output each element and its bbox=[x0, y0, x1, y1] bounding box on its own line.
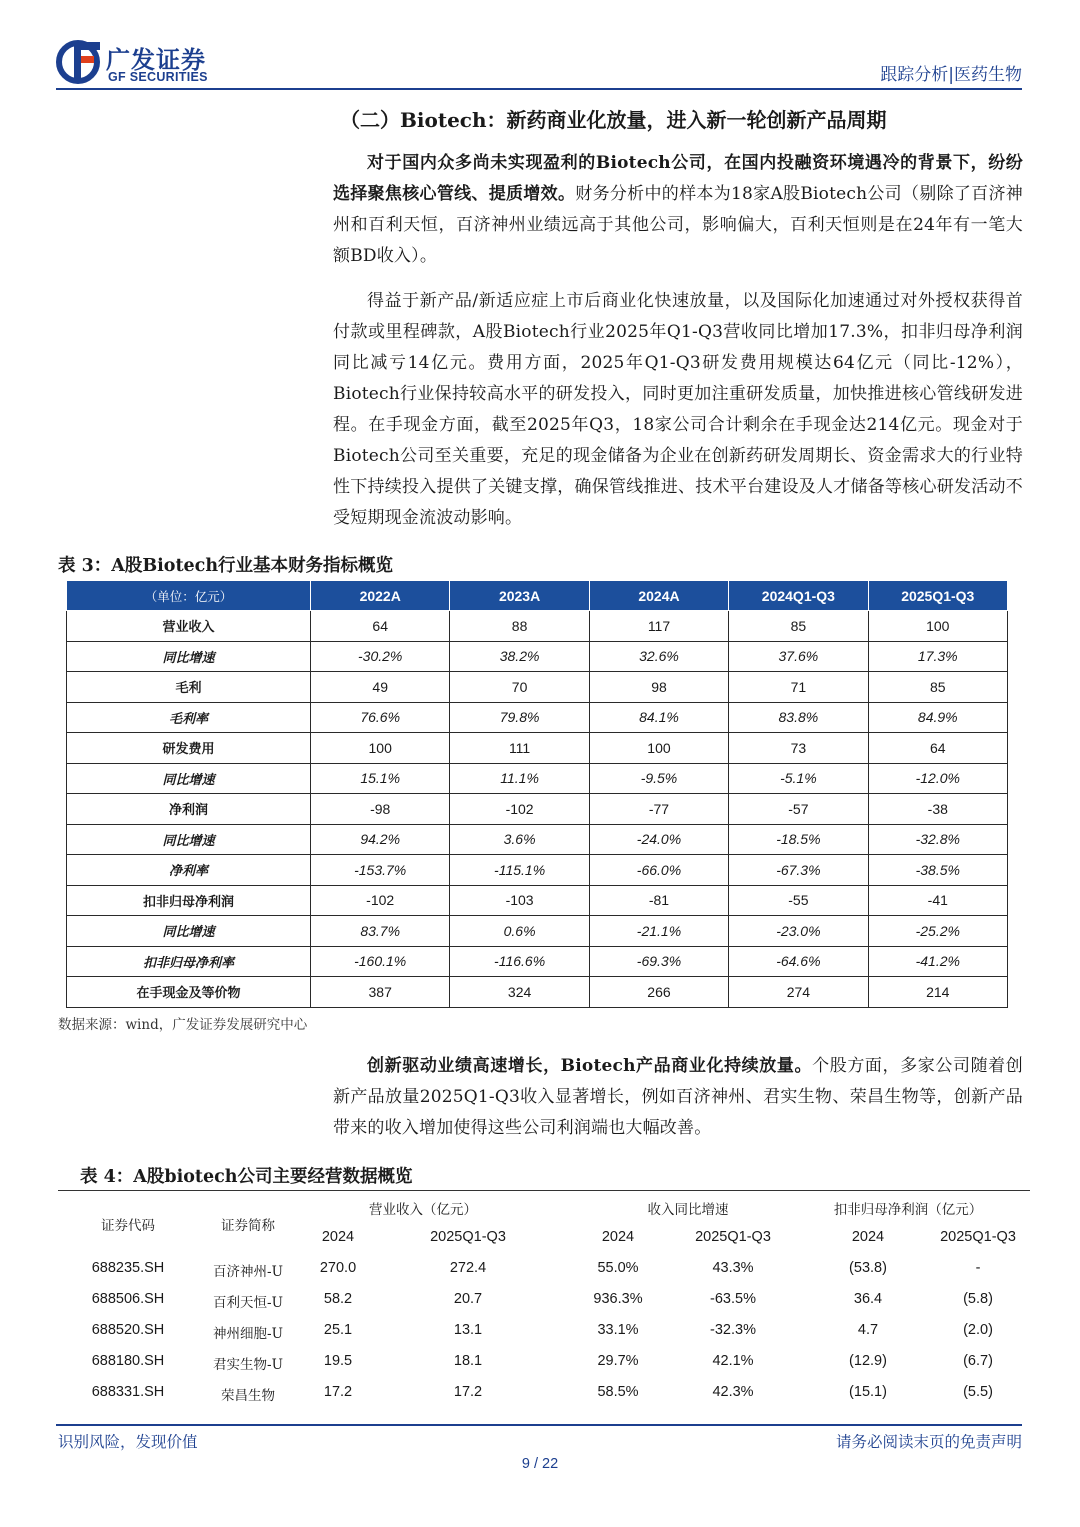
table-3-cell: 266 bbox=[589, 977, 728, 1008]
table-3-cell: -66.0% bbox=[589, 855, 728, 886]
table-4-cell: (53.8) bbox=[849, 1260, 887, 1276]
table-row bbox=[67, 885, 1008, 916]
table-3-cell: 94.2% bbox=[311, 824, 450, 855]
table-3-cell: 0.6% bbox=[450, 916, 589, 947]
table-4-cell: 20.7 bbox=[453, 1291, 483, 1307]
table-4-name: 神州细胞-U bbox=[213, 1326, 283, 1342]
page-header bbox=[56, 38, 1022, 90]
table-row bbox=[67, 641, 1008, 672]
table-4-cell: 42.3% bbox=[712, 1384, 754, 1400]
table-3-cell: 64 bbox=[311, 611, 450, 642]
table-4-cell: 36.4 bbox=[853, 1291, 883, 1307]
table-3-cell: 387 bbox=[311, 977, 450, 1008]
table-3-row-label: 同比增速 bbox=[67, 641, 311, 672]
table-4-cell: 29.7% bbox=[597, 1353, 639, 1369]
table-3-cell: -12.0% bbox=[868, 763, 1007, 794]
table-3-cell: 71 bbox=[729, 672, 868, 703]
paragraph-2: 得益于新产品/新适应症上市后商业化快速放量，以及国际化加速通过对外授权获得首付款或里程碑款，A股Biotech行业2025年Q1-Q3营收同比增加17.3%，扣非归母净利润同比减亏14亿元。费用方面，2025年Q1-Q3研发费用规模达64亿元（同比-12%），Biotech行业保持较高水平的研发投入，同时更加注重研发质量，加快推进核心管线研发进程。在手现金方面，截至2025年Q3，18家公司合计剩余在手现金达214亿元。现金对于Biotech公司至关重要，充足的现金储备为企业在创新药研发周期长、资金需求大的行业特性下持续投入提供了关键支撑，确保管线推进、技术平台建设及人才储备等核心研发活动不受短期现金流波动影响。 bbox=[333, 291, 1023, 528]
table-4-cell: 17.2 bbox=[453, 1384, 483, 1400]
report-category: 跟踪分析|医药生物 bbox=[880, 65, 1022, 85]
table-4-subheader: 2025Q1-Q3 bbox=[695, 1229, 771, 1245]
table-3-cell: 11.1% bbox=[450, 763, 589, 794]
header-divider bbox=[56, 88, 1022, 90]
footer-disclaimer: 请务必阅读末页的免责声明 bbox=[835, 1433, 1022, 1451]
gf-logo-icon bbox=[56, 38, 102, 84]
table-3-row-label: 扣非归母净利率 bbox=[67, 946, 311, 977]
table-3-header-cell: 2025Q1-Q3 bbox=[868, 581, 1007, 611]
table-4-name: 君实生物-U bbox=[213, 1357, 283, 1373]
table-4-cell: (2.0) bbox=[963, 1322, 993, 1338]
table-3-cell: -9.5% bbox=[589, 763, 728, 794]
table-4-cell: (15.1) bbox=[849, 1384, 887, 1400]
table-3-cell: 85 bbox=[868, 672, 1007, 703]
table-3-cell: 38.2% bbox=[450, 641, 589, 672]
table-row bbox=[67, 977, 1008, 1008]
table-3-cell: -30.2% bbox=[311, 641, 450, 672]
table-3-header-cell: 2024Q1-Q3 bbox=[729, 581, 868, 611]
table-3-cell: -115.1% bbox=[450, 855, 589, 886]
table-3-header-row bbox=[67, 581, 1008, 611]
table-row bbox=[67, 946, 1008, 977]
table-4-header-name: 证券简称 bbox=[221, 1218, 275, 1234]
table-4-name: 百济神州-U bbox=[213, 1264, 283, 1280]
table-4-name: 荣昌生物 bbox=[221, 1388, 275, 1404]
table-3-cell: -103 bbox=[450, 885, 589, 916]
table-3-row-label: 毛利 bbox=[67, 672, 311, 703]
table-3-source: 数据来源：wind，广发证券发展研究中心 bbox=[58, 1017, 308, 1033]
table-3-cell: -69.3% bbox=[589, 946, 728, 977]
table-3-cell: 98 bbox=[589, 672, 728, 703]
table-3-cell: -41.2% bbox=[868, 946, 1007, 977]
table-3-cell: -57 bbox=[729, 794, 868, 825]
table-3-cell: -77 bbox=[589, 794, 728, 825]
table-3-cell: -38.5% bbox=[868, 855, 1007, 886]
table-3-cell: 79.8% bbox=[450, 702, 589, 733]
table-4-name: 百利天恒-U bbox=[213, 1295, 283, 1311]
table-3-cell: 100 bbox=[311, 733, 450, 764]
table-3-cell: 100 bbox=[589, 733, 728, 764]
table-4-subheader: 2025Q1-Q3 bbox=[430, 1229, 506, 1245]
paragraph-1-body: 财务分析中的样本为18家A股Biotech公司（剔除了百济神州和百利天恒，百济神州业绩远高于其他公司，影响偏大，百利天恒则是在24年有一笔大额BD收入）。 bbox=[333, 184, 1023, 266]
table-4-cell: (5.5) bbox=[963, 1384, 993, 1400]
table-3-cell: 84.9% bbox=[868, 702, 1007, 733]
table-3-cell: -67.3% bbox=[729, 855, 868, 886]
table-3-row-label: 同比增速 bbox=[67, 763, 311, 794]
paragraph-3-lead: 创新驱动业绩高速增长，Biotech产品商业化持续放量。 bbox=[367, 1056, 813, 1076]
table-4-cell: -32.3% bbox=[710, 1322, 756, 1338]
table-row bbox=[67, 763, 1008, 794]
table-4-cell: 42.1% bbox=[712, 1353, 754, 1369]
table-3-cell: -18.5% bbox=[729, 824, 868, 855]
footer-slogan: 识别风险，发现价值 bbox=[58, 1433, 198, 1451]
table-3-cell: -5.1% bbox=[729, 763, 868, 794]
table-3-cell: 76.6% bbox=[311, 702, 450, 733]
table-3-cell: -21.1% bbox=[589, 916, 728, 947]
table-3-cell: -25.2% bbox=[868, 916, 1007, 947]
paragraph-3-body: 个股方面，多家公司随着创新产品放量2025Q1-Q3收入显著增长，例如百济神州、君实生物、荣昌生物等，创新产品带来的收入增加使得这些公司利润端也大幅改善。 bbox=[333, 1056, 1023, 1138]
table-4-cell: 270.0 bbox=[319, 1260, 357, 1276]
table-4-code: 688235.SH bbox=[91, 1260, 165, 1276]
table-4-cell: (5.8) bbox=[963, 1291, 993, 1307]
table-3-row-label: 营业收入 bbox=[67, 611, 311, 642]
table-4-cell: (12.9) bbox=[849, 1353, 887, 1369]
table-4-subheader: 2025Q1-Q3 bbox=[940, 1229, 1016, 1245]
table-3-cell: 15.1% bbox=[311, 763, 450, 794]
table-3-cell: -23.0% bbox=[729, 916, 868, 947]
table-row bbox=[67, 611, 1008, 642]
table-3-row-label: 净利率 bbox=[67, 855, 311, 886]
paragraph-1-lead: 对于国内众多尚未实现盈利的Biotech公司，在国内投融资环境遇冷的背景下，纷纷选择聚焦核心管线、提质增效。 bbox=[333, 153, 1023, 204]
logo-english-name: GF SECURITIES bbox=[108, 70, 208, 84]
table-3-cell: 83.7% bbox=[311, 916, 450, 947]
table-4-cell: 13.1 bbox=[453, 1322, 483, 1338]
table-3-cell: 3.6% bbox=[450, 824, 589, 855]
table-3-cell: 111 bbox=[450, 733, 589, 764]
table-3-caption: 表 3：A股Biotech行业基本财务指标概览 bbox=[58, 556, 394, 576]
table-3-cell: -153.7% bbox=[311, 855, 450, 886]
table-3-row-label: 扣非归母净利润 bbox=[67, 885, 311, 916]
table-4-cell: -63.5% bbox=[710, 1291, 756, 1307]
table-row bbox=[67, 824, 1008, 855]
table-3-cell: -41 bbox=[868, 885, 1007, 916]
section-title: （二）Biotech：新药商业化放量，进入新一轮创新产品周期 bbox=[340, 108, 887, 132]
table-4-code: 688520.SH bbox=[91, 1322, 165, 1338]
table-4-cell: (6.7) bbox=[963, 1353, 993, 1369]
table-row bbox=[67, 794, 1008, 825]
table-3-cell: 84.1% bbox=[589, 702, 728, 733]
table-3-row-label: 同比增速 bbox=[67, 916, 311, 947]
table-3-cell: 64 bbox=[868, 733, 1007, 764]
table-4-cell: 17.2 bbox=[323, 1384, 353, 1400]
page-number: 9 / 22 bbox=[521, 1456, 559, 1472]
table-4-top-border bbox=[58, 1190, 1030, 1191]
table-3-cell: -102 bbox=[450, 794, 589, 825]
table-3-cell: 85 bbox=[729, 611, 868, 642]
table-4-cell: - bbox=[975, 1260, 981, 1276]
table-4-cell: 43.3% bbox=[712, 1260, 754, 1276]
table-4-subheader: 2024 bbox=[851, 1229, 885, 1245]
table-4-cell: 25.1 bbox=[323, 1322, 353, 1338]
table-3-cell: 100 bbox=[868, 611, 1007, 642]
table-4-cell: 58.5% bbox=[597, 1384, 639, 1400]
table-4-cell: 936.3% bbox=[593, 1291, 643, 1307]
table-4-header-growth: 收入同比增速 bbox=[647, 1202, 729, 1218]
table-3-cell: -24.0% bbox=[589, 824, 728, 855]
table-3 bbox=[66, 580, 1008, 1008]
table-row bbox=[67, 702, 1008, 733]
table-3-cell: -55 bbox=[729, 885, 868, 916]
table-3-row-label: 在手现金及等价物 bbox=[67, 977, 311, 1008]
table-4-cell: 4.7 bbox=[857, 1322, 879, 1338]
footer-divider bbox=[56, 1424, 1022, 1426]
table-3-cell: -102 bbox=[311, 885, 450, 916]
table-row bbox=[67, 855, 1008, 886]
table-4-code: 688506.SH bbox=[91, 1291, 165, 1307]
table-3-cell: 32.6% bbox=[589, 641, 728, 672]
table-3-cell: 70 bbox=[450, 672, 589, 703]
company-logo bbox=[56, 38, 256, 88]
table-4-cell: 18.1 bbox=[453, 1353, 483, 1369]
table-3-cell: 73 bbox=[729, 733, 868, 764]
table-3-cell: 88 bbox=[450, 611, 589, 642]
table-3-row-label: 研发费用 bbox=[67, 733, 311, 764]
table-3-header-cell: 2023A bbox=[450, 581, 589, 611]
table-4-cell: 55.0% bbox=[597, 1260, 639, 1276]
table-4-subheader: 2024 bbox=[601, 1229, 635, 1245]
table-3-cell: 324 bbox=[450, 977, 589, 1008]
table-4-subheader: 2024 bbox=[321, 1229, 355, 1245]
table-3-header-cell: 2024A bbox=[589, 581, 728, 611]
table-3-cell: 117 bbox=[589, 611, 728, 642]
table-3-cell: -160.1% bbox=[311, 946, 450, 977]
paragraph-3 bbox=[333, 1051, 1023, 1144]
table-row bbox=[67, 733, 1008, 764]
table-4-header-profit: 扣非归母净利润（亿元） bbox=[833, 1202, 983, 1218]
table-3-cell: -38 bbox=[868, 794, 1007, 825]
table-3-row-label: 同比增速 bbox=[67, 824, 311, 855]
table-4-code: 688180.SH bbox=[91, 1353, 165, 1369]
table-3-cell: -64.6% bbox=[729, 946, 868, 977]
table-4-header-code: 证券代码 bbox=[101, 1218, 155, 1234]
table-3-header-cell: （单位：亿元） bbox=[67, 581, 311, 611]
table-3-header-cell: 2022A bbox=[311, 581, 450, 611]
table-4-cell: 33.1% bbox=[597, 1322, 639, 1338]
table-3-row-label: 毛利率 bbox=[67, 702, 311, 733]
table-3-cell: 83.8% bbox=[729, 702, 868, 733]
table-4-caption: 表 4：A股biotech公司主要经营数据概览 bbox=[80, 1167, 413, 1187]
table-4-header-revenue: 营业收入（亿元） bbox=[369, 1202, 477, 1218]
table-row bbox=[67, 672, 1008, 703]
table-3-cell: -32.8% bbox=[868, 824, 1007, 855]
logo-chinese-name: 广发证券 bbox=[106, 46, 206, 74]
table-4-cell: 19.5 bbox=[323, 1353, 353, 1369]
table-3-cell: 17.3% bbox=[868, 641, 1007, 672]
table-3-cell: -116.6% bbox=[450, 946, 589, 977]
table-4-cell: 272.4 bbox=[449, 1260, 487, 1276]
table-3-cell: 214 bbox=[868, 977, 1007, 1008]
paragraph-1 bbox=[333, 148, 1023, 272]
table-4-cell: 58.2 bbox=[323, 1291, 353, 1307]
table-3-row-label: 净利润 bbox=[67, 794, 311, 825]
table-4-code: 688331.SH bbox=[91, 1384, 165, 1400]
table-3-cell: 49 bbox=[311, 672, 450, 703]
table-3-cell: -98 bbox=[311, 794, 450, 825]
table-3-cell: 37.6% bbox=[729, 641, 868, 672]
table-row bbox=[67, 916, 1008, 947]
table-3-cell: -81 bbox=[589, 885, 728, 916]
table-3-cell: 274 bbox=[729, 977, 868, 1008]
